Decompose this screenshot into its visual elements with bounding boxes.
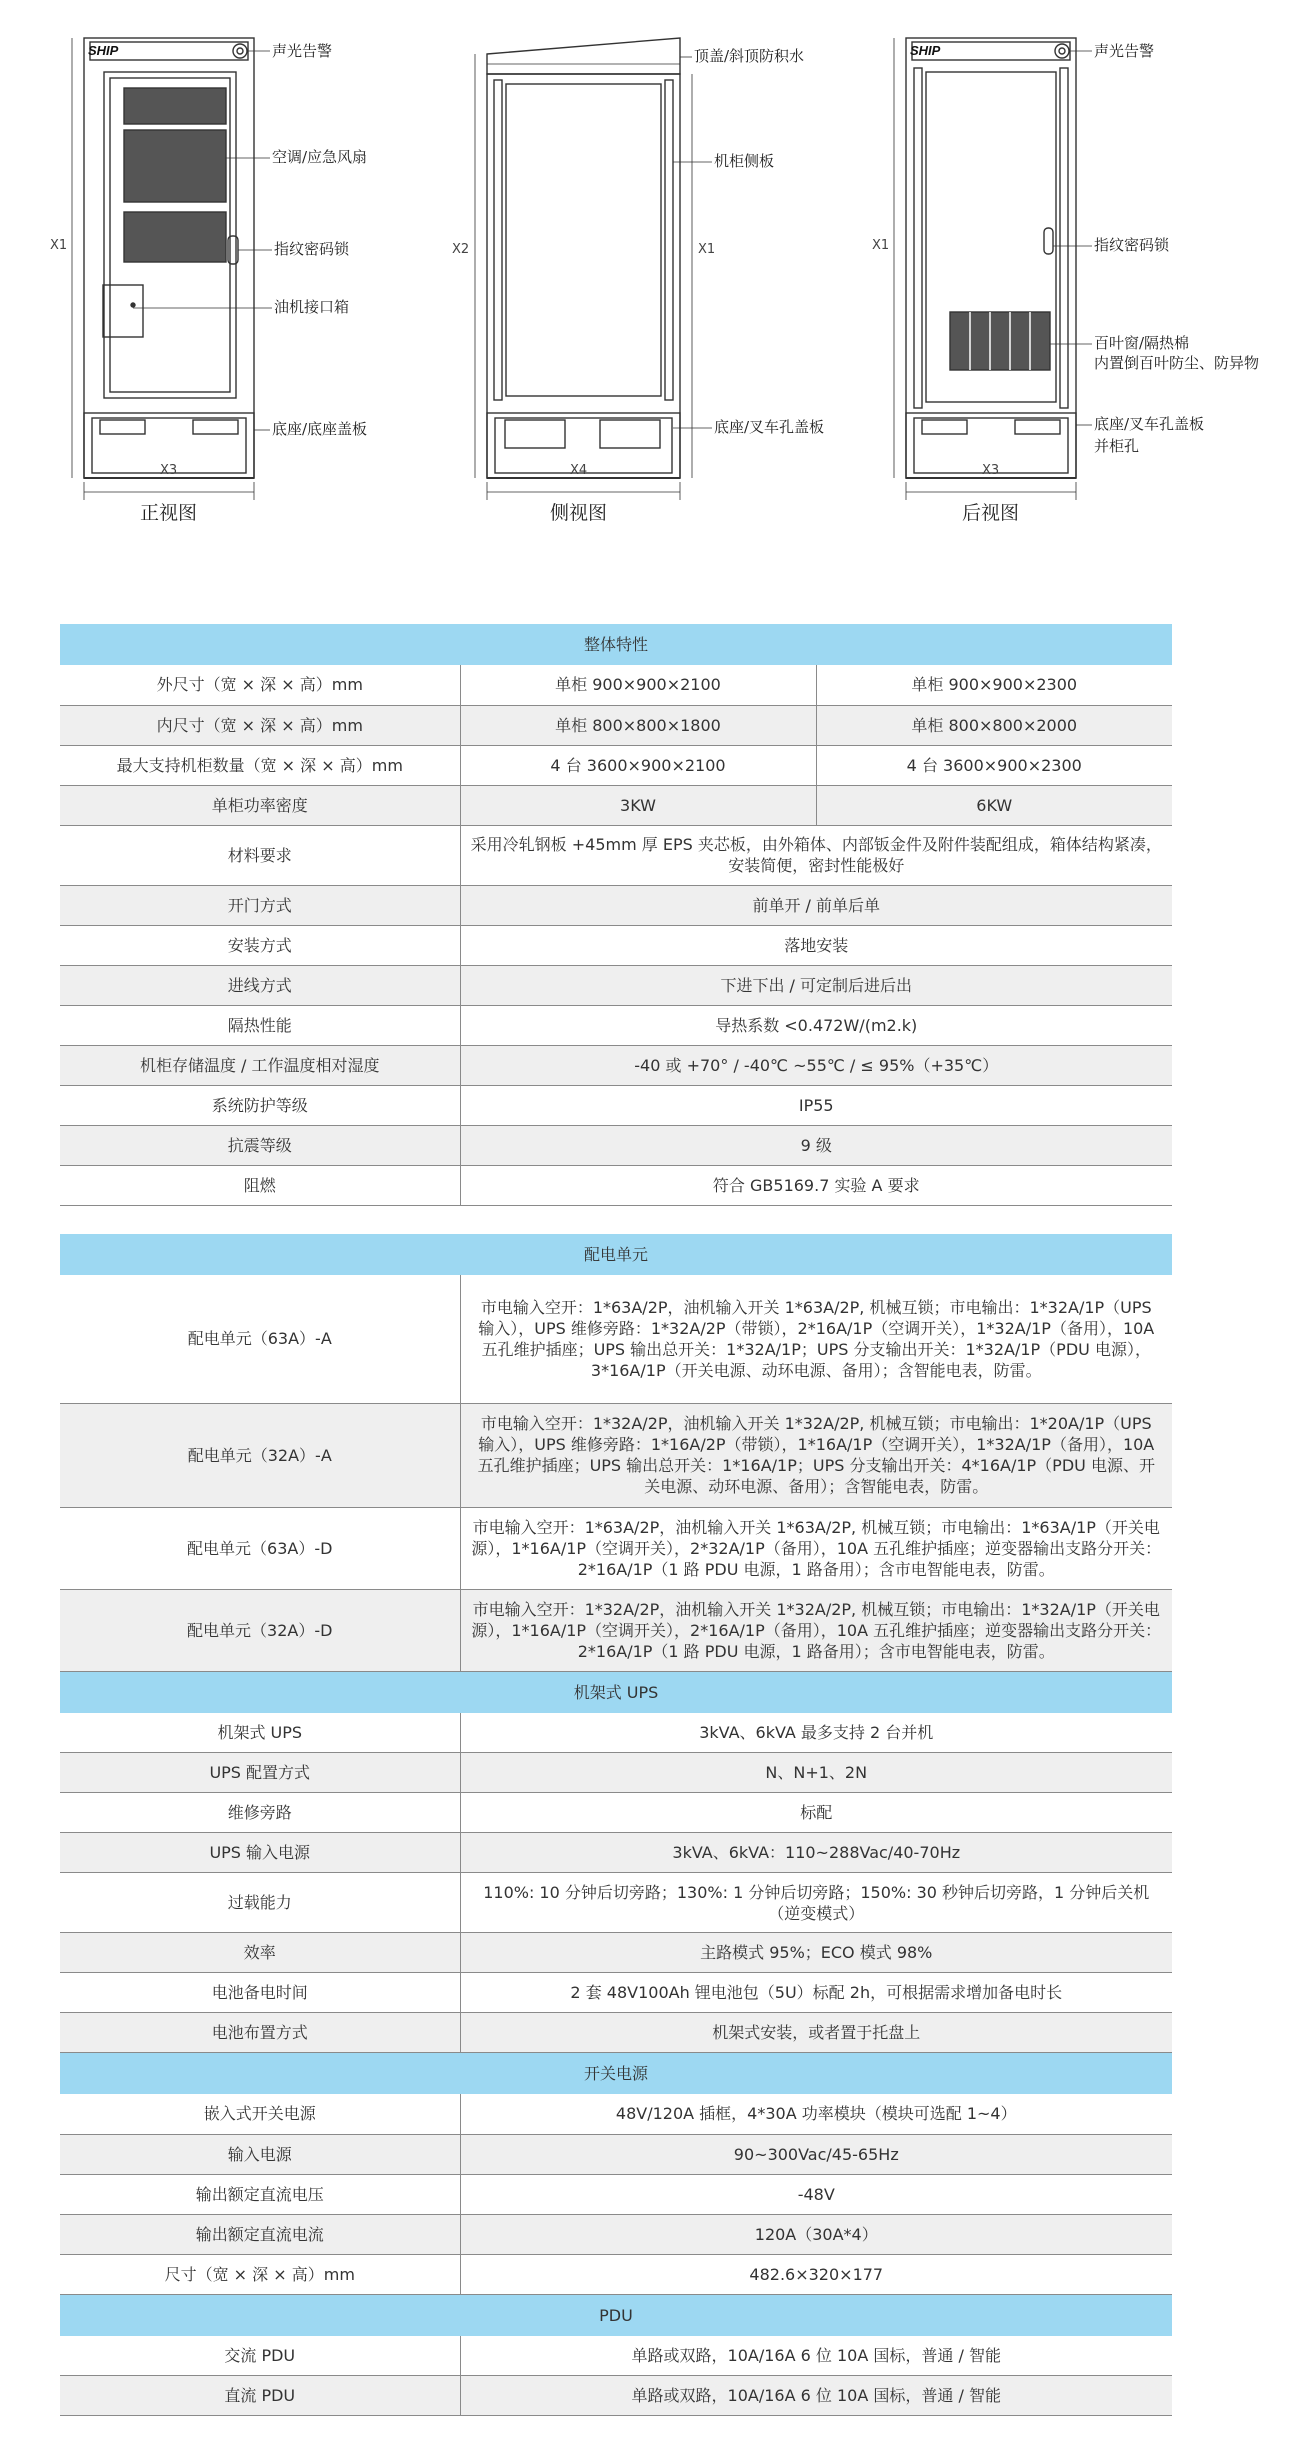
table-row xyxy=(60,1045,1172,1085)
row-label: 外尺寸（宽 × 深 × 高）mm xyxy=(60,665,460,705)
table-row xyxy=(60,1165,1172,1205)
table-row xyxy=(60,2134,1172,2174)
row-label: 抗震等级 xyxy=(60,1125,460,1165)
cabinet-line-drawings xyxy=(0,0,1292,540)
row-value: 9 级 xyxy=(460,1125,1172,1165)
row-label: 过载能力 xyxy=(60,1873,460,1933)
row-value: 4 台 3600×900×2300 xyxy=(816,745,1172,785)
table-row xyxy=(60,1713,1172,1753)
row-value: 落地安装 xyxy=(460,925,1172,965)
front-brand-logo: SHIP xyxy=(88,43,119,58)
table-row xyxy=(60,665,1172,705)
side-dim-x1: X1 xyxy=(698,242,716,257)
section-title: 整体特性 xyxy=(60,624,1172,665)
row-value: 90~300Vac/45-65Hz xyxy=(460,2134,1172,2174)
row-label: 内尺寸（宽 × 深 × 高）mm xyxy=(60,705,460,745)
section-title: 机架式 UPS xyxy=(60,1671,1172,1713)
table-row xyxy=(60,1085,1172,1125)
row-value: -48V xyxy=(460,2174,1172,2214)
table-row xyxy=(60,1833,1172,1873)
row-label: 最大支持机柜数量（宽 × 深 × 高）mm xyxy=(60,745,460,785)
table-row xyxy=(60,785,1172,825)
row-label: 配电单元（32A）-A xyxy=(60,1403,460,1507)
table-row xyxy=(60,2254,1172,2294)
back-callout-lock: 指纹密码锁 xyxy=(1094,236,1170,254)
row-value: 单柜 800×800×2000 xyxy=(816,705,1172,745)
row-label: 交流 PDU xyxy=(60,2336,460,2376)
table-row xyxy=(60,1973,1172,2013)
side-callout-base: 底座/叉车孔盖板 xyxy=(714,418,825,436)
front-view-drawing xyxy=(72,38,272,500)
section-header xyxy=(60,1671,1172,1713)
table-row xyxy=(60,1933,1172,1973)
section-header xyxy=(60,1234,1172,1275)
row-label: 配电单元（32A）-D xyxy=(60,1589,460,1671)
row-value: N、N+1、2N xyxy=(460,1753,1172,1793)
table-row xyxy=(60,1275,1172,1403)
table-row xyxy=(60,1589,1172,1671)
row-label: UPS 输入电源 xyxy=(60,1833,460,1873)
back-dim-height: X1 xyxy=(872,238,890,253)
side-callout-side-panel: 机柜侧板 xyxy=(714,152,775,170)
front-dim-height: X1 xyxy=(50,238,68,253)
row-value: 市电输入空开：1*63A/2P，油机输入开关 1*63A/2P, 机械互锁；市电输出：1*32A/1P（UPS 输入），UPS 维修旁路：1*32A/2P（带锁），2*16A/1P（空调开关），1*32A/1P（备用），10A 五孔维护插座；UPS 输出总开关：1*32A/1P；UPS 分支输出开关：1*32A/1P（PDU 电源），3*16A/1P（开关电源、动环电源、备用）；含智能电表，防雷。 xyxy=(460,1275,1172,1403)
row-value: 采用冷轧钢板 +45mm 厚 EPS 夹芯板，由外箱体、内部钣金件及附件装配组成，箱体结构紧凑，安装简便，密封性能极好 xyxy=(460,825,1172,885)
row-label: 配电单元（63A）-A xyxy=(60,1275,460,1403)
row-label: 输出额定直流电流 xyxy=(60,2214,460,2254)
table-row xyxy=(60,1753,1172,1793)
row-value: 单柜 900×900×2100 xyxy=(460,665,816,705)
row-value: 市电输入空开：1*32A/2P，油机输入开关 1*32A/2P, 机械互锁；市电输出：1*32A/1P（开关电源），1*16A/1P（空调开关），2*16A/1P（备用），10A 五孔维护插座；逆变器输出支路分开关：2*16A/1P（1 路 PDU 电源，1 路备用）；含市电智能电表，防雷。 xyxy=(460,1589,1172,1671)
table-row xyxy=(60,825,1172,885)
row-label: 电池备电时间 xyxy=(60,1973,460,2013)
front-callout-alarm: 声光告警 xyxy=(272,42,333,60)
row-label: 维修旁路 xyxy=(60,1793,460,1833)
back-callout-alarm: 声光告警 xyxy=(1094,42,1155,60)
row-label: 输入电源 xyxy=(60,2134,460,2174)
row-value: 单路或双路，10A/16A 6 位 10A 国标，普通 / 智能 xyxy=(460,2376,1172,2416)
row-value: 机架式安装，或者置于托盘上 xyxy=(460,2013,1172,2053)
row-label: UPS 配置方式 xyxy=(60,1753,460,1793)
table-row xyxy=(60,1125,1172,1165)
side-callout-roof: 顶盖/斜顶防积水 xyxy=(694,47,805,65)
row-value: 6KW xyxy=(816,785,1172,825)
row-label: 阻燃 xyxy=(60,1165,460,1205)
row-value: 4 台 3600×900×2100 xyxy=(460,745,816,785)
row-label: 材料要求 xyxy=(60,825,460,885)
row-value: 3KW xyxy=(460,785,816,825)
table-row xyxy=(60,2376,1172,2416)
row-value: 下进下出 / 可定制后进后出 xyxy=(460,965,1172,1005)
table-row xyxy=(60,1793,1172,1833)
side-view-title: 侧视图 xyxy=(550,502,608,524)
table-row xyxy=(60,885,1172,925)
table-row xyxy=(60,1873,1172,1933)
front-view-title: 正视图 xyxy=(140,502,198,524)
front-callout-fan: 空调/应急风扇 xyxy=(272,148,368,166)
back-dim-width: X3 xyxy=(982,463,1000,478)
row-value: 单柜 800×800×1800 xyxy=(460,705,816,745)
table-row xyxy=(60,2094,1172,2134)
back-callout-combine-hole: 并柜孔 xyxy=(1094,437,1140,455)
row-value: 符合 GB5169.7 实验 A 要求 xyxy=(460,1165,1172,1205)
row-label: 尺寸（宽 × 深 × 高）mm xyxy=(60,2254,460,2294)
table-row xyxy=(60,745,1172,785)
row-label: 配电单元（63A）-D xyxy=(60,1507,460,1589)
section-header xyxy=(60,2294,1172,2336)
front-callout-lock: 指纹密码锁 xyxy=(274,240,350,258)
row-label: 开门方式 xyxy=(60,885,460,925)
row-value: 48V/120A 插框，4*30A 功率模块（模块可选配 1~4） xyxy=(460,2094,1172,2134)
table-row xyxy=(60,705,1172,745)
section-header xyxy=(60,2053,1172,2095)
row-label: 系统防护等级 xyxy=(60,1085,460,1125)
section-title: 开关电源 xyxy=(60,2053,1172,2095)
row-label: 机架式 UPS xyxy=(60,1713,460,1753)
row-value: 110%: 10 分钟后切旁路；130%: 1 分钟后切旁路；150%: 30 秒钟后切旁路，1 分钟后关机（逆变模式） xyxy=(460,1873,1172,1933)
row-value: 市电输入空开：1*63A/2P，油机输入开关 1*63A/2P, 机械互锁；市电输出：1*63A/1P（开关电源），1*16A/1P（空调开关），2*32A/1P（备用），10A 五孔维护插座；逆变器输出支路分开关：2*16A/1P（1 路 PDU 电源，1 路备用）；含市电智能电表，防雷。 xyxy=(460,1507,1172,1589)
row-value: IP55 xyxy=(460,1085,1172,1125)
row-label: 效率 xyxy=(60,1933,460,1973)
row-label: 安装方式 xyxy=(60,925,460,965)
row-value: 主路模式 95%；ECO 模式 98% xyxy=(460,1933,1172,1973)
row-label: 直流 PDU xyxy=(60,2376,460,2416)
row-label: 进线方式 xyxy=(60,965,460,1005)
row-value: 3kVA、6kVA：110~288Vac/40-70Hz xyxy=(460,1833,1172,1873)
row-label: 嵌入式开关电源 xyxy=(60,2094,460,2134)
section-title: PDU xyxy=(60,2294,1172,2336)
table-row xyxy=(60,2336,1172,2376)
table-row xyxy=(60,2174,1172,2214)
row-value: 2 套 48V100Ah 锂电池包（5U）标配 2h，可根据需求增加备电时长 xyxy=(460,1973,1172,2013)
back-brand-logo: SHIP xyxy=(910,43,941,58)
row-value: 前单开 / 前单后单 xyxy=(460,885,1172,925)
back-view-drawing xyxy=(894,38,1092,500)
back-callout-louver: 百叶窗/隔热棉 xyxy=(1094,334,1190,352)
row-value: -40 或 +70° / -40℃ ~55℃ / ≤ 95%（+35℃） xyxy=(460,1045,1172,1085)
row-value: 单路或双路，10A/16A 6 位 10A 国标，普通 / 智能 xyxy=(460,2336,1172,2376)
section-header xyxy=(60,624,1172,665)
overall-specs-table xyxy=(60,624,1172,1206)
row-value: 482.6×320×177 xyxy=(460,2254,1172,2294)
front-callout-base: 底座/底座盖板 xyxy=(272,420,368,438)
side-view-drawing xyxy=(475,38,712,500)
component-specs-table xyxy=(60,1234,1172,2416)
row-value: 标配 xyxy=(460,1793,1172,1833)
back-callout-base: 底座/叉车孔盖板 xyxy=(1094,415,1205,433)
table-row xyxy=(60,1507,1172,1589)
back-view-title: 后视图 xyxy=(962,502,1020,524)
row-label: 单柜功率密度 xyxy=(60,785,460,825)
row-label: 输出额定直流电压 xyxy=(60,2174,460,2214)
front-callout-generator-box: 油机接口箱 xyxy=(274,298,350,316)
side-dim-x2: X2 xyxy=(452,242,470,257)
table-row xyxy=(60,965,1172,1005)
table-row xyxy=(60,2214,1172,2254)
table-row xyxy=(60,925,1172,965)
cabinet-drawings xyxy=(0,0,1292,540)
row-value: 3kVA、6kVA 最多支持 2 台并机 xyxy=(460,1713,1172,1753)
back-callout-louver-note: 内置倒百叶防尘、防异物 xyxy=(1094,354,1260,372)
row-value: 市电输入空开：1*32A/2P，油机输入开关 1*32A/2P, 机械互锁；市电输出：1*20A/1P（UPS 输入），UPS 维修旁路：1*16A/2P（带锁），1*16A/1P（空调开关），1*32A/1P（备用），10A 五孔维护插座；UPS 输出总开关：1*16A/1P；UPS 分支输出开关：4*16A/1P（PDU 电源、开关电源、动环电源、备用）；含智能电表，防雷。 xyxy=(460,1403,1172,1507)
side-dim-width: X4 xyxy=(570,463,588,478)
table-row xyxy=(60,2013,1172,2053)
table-row xyxy=(60,1403,1172,1507)
section-title: 配电单元 xyxy=(60,1234,1172,1275)
table-row xyxy=(60,1005,1172,1045)
front-dim-width: X3 xyxy=(160,463,178,478)
row-value: 120A（30A*4） xyxy=(460,2214,1172,2254)
row-label: 隔热性能 xyxy=(60,1005,460,1045)
row-label: 机柜存储温度 / 工作温度相对湿度 xyxy=(60,1045,460,1085)
row-value: 导热系数 <0.472W/(m2.k) xyxy=(460,1005,1172,1045)
row-label: 电池布置方式 xyxy=(60,2013,460,2053)
row-value: 单柜 900×900×2300 xyxy=(816,665,1172,705)
